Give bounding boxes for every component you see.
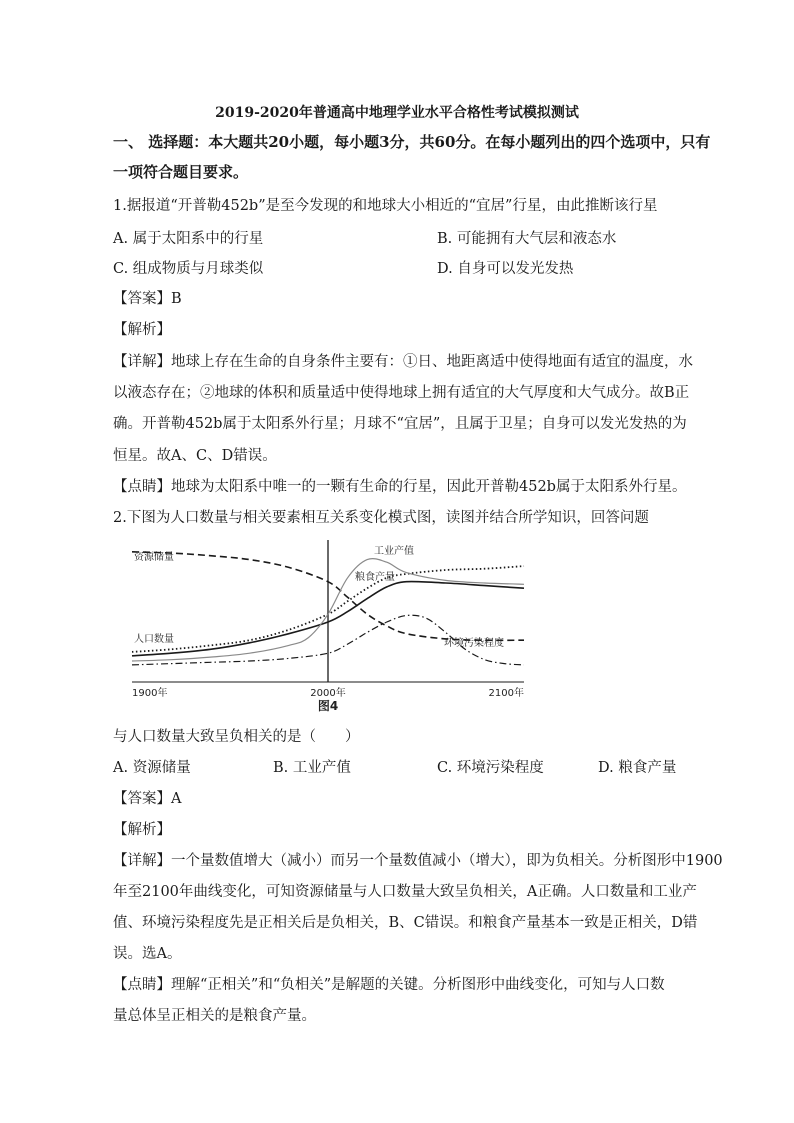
- q1-detail-line-3: 确。开普勒452b属于太阳系外行星；月球不“宜居”，且属于卫星；自身可以发光发热的为: [113, 416, 687, 432]
- q2-detail-line-4: 误。选A。: [113, 946, 182, 962]
- q2-option-a: A. 资源储量: [113, 760, 191, 776]
- q2-detail-line-2: 年至2100年曲线变化，可知资源储量与人口数量大致呈负相关，A正确。人口数量和工业产: [113, 884, 697, 900]
- x-tick-label: 2100年: [488, 688, 524, 699]
- x-tick-label: 2000年: [310, 688, 346, 699]
- q1-option-c: C. 组成物质与月球类似: [113, 261, 264, 277]
- q1-stem: 1.据报道“开普勒452b”是至今发现的和地球大小相近的“宜居”行星，由此推断该行星: [113, 198, 658, 214]
- q2-answer: 【答案】A: [113, 791, 182, 807]
- section-heading: 一、 选择题：本大题共20小题，每小题3分，共60分。在每小题列出的四个选项中，只有: [113, 133, 711, 151]
- q2-stem: 2.下图为人口数量与相关要素相互关系变化模式图，读图并结合所学知识，回答问题: [113, 510, 649, 526]
- q1-answer: 【答案】B: [113, 291, 182, 307]
- page-title: 2019-2020年普通高中地理学业水平合格性考试模拟测试: [215, 105, 579, 121]
- q2-option-d: D. 粮食产量: [598, 760, 677, 776]
- series-industrial-output-label: 工业产值: [374, 546, 414, 557]
- q2-question: 与人口数量大致呈负相关的是（ ）: [113, 729, 360, 745]
- line-chart: [124, 538, 532, 718]
- series-resource-reserve-label: 资源储量: [134, 552, 174, 563]
- q2-note-line-2: 量总体呈正相关的是粮食产量。: [113, 1008, 316, 1024]
- q2-detail-line-3: 值、环境污染程度先是正相关后是负相关，B、C错误。和粮食产量基本一致是正相关，D错: [113, 915, 698, 931]
- q2-note-line-1: 【点睛】理解“正相关”和“负相关”是解题的关键。分析图形中曲线变化，可知与人口数: [113, 977, 665, 993]
- q1-option-a: A. 属于太阳系中的行星: [113, 231, 264, 247]
- q1-detail-line-4: 恒星。故A、C、D错误。: [113, 448, 277, 464]
- chart-figure: [124, 538, 532, 718]
- q1-detail-line-1: 【详解】地球上存在生命的自身条件主要有：①日、地距离适中使得地面有适宜的温度，水: [113, 354, 693, 370]
- x-tick-label: 1900年: [132, 688, 168, 699]
- q2-option-b: B. 工业产值: [273, 760, 351, 776]
- q1-analysis-label: 【解析】: [113, 322, 171, 338]
- figure-caption: 图4: [317, 699, 339, 713]
- series-grain-output-label: 粮食产量: [355, 572, 395, 583]
- section-heading-cont: 一项符合题目要求。: [113, 163, 249, 181]
- q2-option-c: C. 环境污染程度: [437, 760, 544, 776]
- series-population-label: 人口数量: [134, 634, 174, 645]
- q1-note: 【点睛】地球为太阳系中唯一的一颗有生命的行星，因此开普勒452b属于太阳系外行星。: [113, 479, 687, 495]
- q2-detail-line-1: 【详解】一个量数值增大（减小）而另一个量数值减小（增大），即为负相关。分析图形中1900: [113, 853, 723, 869]
- q2-analysis-label: 【解析】: [113, 822, 171, 838]
- q1-detail-line-2: 以液态存在；②地球的体积和质量适中使得地球上拥有适宜的大气厚度和大气成分。故B正: [113, 385, 690, 401]
- q1-option-d: D. 自身可以发光发热: [437, 261, 574, 277]
- series-pollution-level-label: 环境污染程度: [444, 638, 504, 649]
- q1-option-b: B. 可能拥有大气层和液态水: [437, 231, 617, 247]
